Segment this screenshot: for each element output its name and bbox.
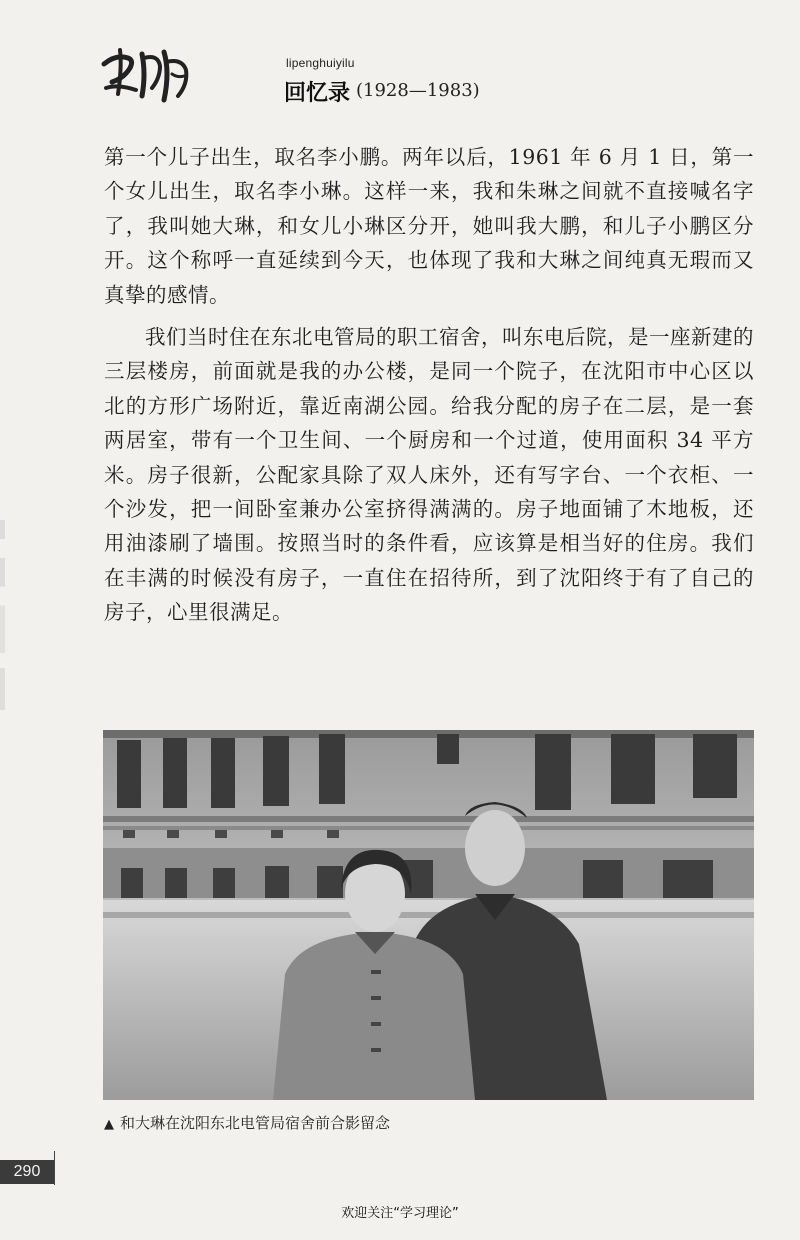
pinyin-subtitle: lipenghuiyilu [286,56,355,70]
book-title: 回忆录 [284,80,351,106]
page-number-divider [54,1151,55,1185]
caption-text: 和大琳在沈阳东北电管局宿舍前合影留念 [120,1114,391,1132]
calligraphy-signature [98,44,194,106]
photo-illustration [103,730,754,1100]
book-years: (1928—1983) [356,80,480,101]
couple-photo [103,730,754,1100]
paragraph: 我们当时住在东北电管局的职工宿舍，叫东电后院，是一座新建的三层楼房，前面就是我的办公楼，是同一个院子，在沈阳市中心区以北的方形广场附近，靠近南湖公园。给我分配的房子在二层，是一套两居室，带有一个卫生间、一个厨房和一个过道，使用面积 34 平方米。房子很新，公配家具除了双人床外，还有写字台、一个衣柜、一个沙发，把一间卧室兼办公室挤得满满的。房子地面铺了木地板，还用油漆刷了墙围。按照当时的条件看，应该算是相当好的住房。我们在丰满的时候没有房子，一直住在招待所，到了沈阳终于有了自己的房子，心里很满足。 [104,325,754,625]
page-number: 290 [0,1160,54,1184]
edge-decoration [0,520,5,710]
photo-caption [104,1112,390,1133]
body-text [104,140,754,630]
paragraph: 第一个儿子出生，取名李小鹏。两年以后，1961 年 6 月 1 日，第一个女儿出生，取名李小琳。这样一来，我和朱琳之间就不直接喊名字了，我叫她大琳，和女儿小琳区分开，她叫我大鹏，和儿子小鹏区分开。这个称呼一直延续到今天，也体现了我和大琳之间纯真无瑕而又真挚的感情。 [104,145,754,307]
footer-note: 欢迎关注“学习理论” [341,1206,459,1221]
caption-triangle-icon: ▲ [104,1117,114,1132]
page-header [98,44,518,114]
